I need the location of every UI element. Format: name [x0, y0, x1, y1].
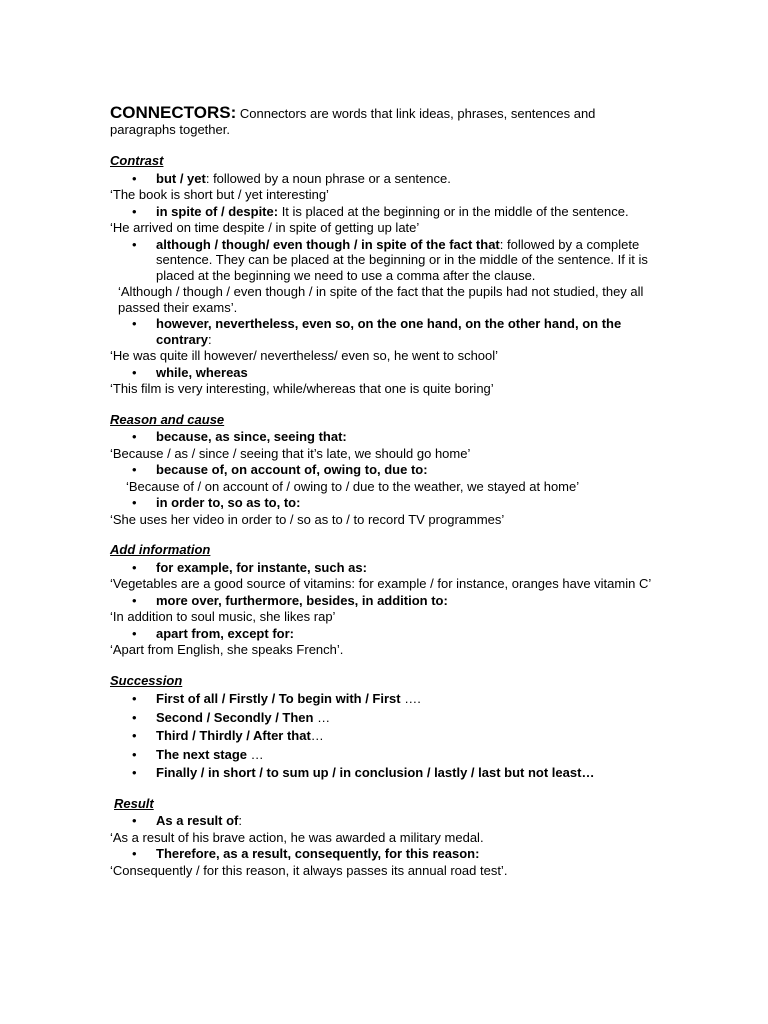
example-sentence: ‘She uses her video in order to / so as to / to record TV programmes’ [110, 511, 505, 527]
bullet-item [110, 747, 655, 763]
bullet-icon: • [132, 813, 137, 828]
bullet-item [110, 728, 655, 744]
example-sentence: ‘In addition to soul music, she likes rap’ [110, 609, 336, 624]
example-sentence: ‘Vegetables are a good source of vitamins: for example / for instance, oranges have vitamin C’ [110, 576, 652, 591]
section-contrast [110, 153, 655, 397]
section-result [110, 796, 655, 879]
bullet-item [110, 171, 655, 187]
example-sentence: ‘He arrived on time despite / in spite of getting up late’ [110, 220, 420, 235]
example-sentence: ‘Because / as / since / seeing that it’s late, we should go home’ [110, 445, 471, 461]
connector-note: … [310, 728, 324, 743]
connector-term: Second / Secondly / Then [156, 709, 314, 725]
connector-term: but / yet [156, 170, 206, 186]
bullet-item [110, 462, 655, 478]
example-sentence: ‘Consequently / for this reason, it always passes its annual road test’. [110, 862, 508, 878]
bullet-icon: • [132, 709, 137, 725]
title-description: Connectors are words that link ideas, phrases, sentences and paragraphs together. [110, 106, 596, 137]
example-sentence: ‘As a result of his brave action, he was awarded a military medal. [110, 829, 484, 845]
bullet-icon: • [132, 236, 137, 252]
bullet-item [110, 813, 655, 829]
connector-term: although / though/ even though / in spite of the fact that [156, 236, 500, 252]
bullet-item [110, 560, 655, 576]
bullet-item [110, 237, 655, 284]
connector-term: more over, furthermore, besides, in addition to: [156, 592, 448, 608]
connector-term: The next stage [156, 746, 248, 762]
connector-term: in spite of / despite: [156, 203, 279, 219]
connector-term: in order to, so as to, to: [156, 495, 301, 510]
bullet-icon: • [132, 462, 137, 477]
connector-term: Finally / in short / to sum up / in conclusion / lastly / last but not least… [156, 765, 595, 780]
bullet-icon: • [132, 625, 137, 641]
bullet-item [110, 691, 655, 707]
example-sentence: ‘Apart from English, she speaks French’. [110, 642, 344, 657]
connector-note: : followed by a noun phrase or a sentence. [205, 170, 451, 186]
bullet-icon: • [132, 170, 137, 186]
bullet-item [110, 846, 655, 862]
connector-term: apart from, except for: [156, 625, 294, 641]
document-page [110, 105, 655, 893]
example-sentence: ‘Because of / on account of / owing to / due to the weather, we stayed at home’ [126, 478, 580, 494]
title-line [110, 105, 655, 137]
bullet-icon: • [132, 765, 137, 780]
document-title: CONNECTORS: [110, 103, 237, 122]
bullet-item [110, 429, 655, 445]
section-heading-contrast: Contrast [110, 153, 164, 168]
connector-note: It is placed at the beginning or in the middle of the sentence. [278, 203, 629, 219]
connector-term: As a result of [156, 813, 239, 828]
section-succession [110, 673, 655, 781]
bullet-icon: • [132, 559, 137, 575]
bullet-item [110, 626, 655, 642]
connector-term: First of all / Firstly / To begin with / First [156, 691, 401, 706]
bullet-item [110, 593, 655, 609]
bullet-item [110, 204, 655, 220]
example-sentence: ‘Although / though / even though / in spite of the fact that the pupils had not studied, they all passed their exams’. [118, 284, 644, 315]
example-sentence: ‘This film is very interesting, while/whereas that one is quite boring’ [110, 381, 494, 396]
bullet-icon: • [132, 691, 137, 706]
section-heading-reason: Reason and cause [110, 411, 225, 427]
connector-term: because, as since, seeing that: [156, 429, 347, 444]
connector-note: …. [400, 691, 421, 706]
bullet-icon: • [132, 429, 137, 444]
section-heading-result: Result [114, 795, 154, 811]
bullet-item [110, 765, 655, 781]
bullet-item [110, 495, 655, 511]
connector-term: however, nevertheless, even so, on the one hand, on the other hand, on the contrary [156, 316, 622, 347]
connector-term: while, whereas [156, 364, 248, 380]
bullet-icon: • [132, 746, 137, 762]
connector-term: for example, for instante, such as: [156, 559, 367, 575]
connector-note: : followed by a complete sentence. They can be placed at the beginning or in the middle of the sentence. If it is placed at the beginning we need to use a comma after the clause. [156, 236, 648, 283]
section-heading-succession: Succession [110, 672, 183, 688]
connector-term: Therefore, as a result, consequently, for this reason: [156, 846, 480, 861]
example-sentence: ‘The book is short but / yet interesting’ [110, 187, 329, 202]
bullet-icon: • [132, 364, 137, 380]
connector-note: … [247, 746, 264, 762]
bullet-icon: • [132, 495, 137, 510]
connector-term: because of, on account of, owing to, due to: [156, 462, 428, 477]
connector-note: : [208, 331, 212, 347]
bullet-icon: • [132, 592, 137, 608]
bullet-item [110, 365, 655, 381]
bullet-item [110, 316, 655, 347]
example-sentence: ‘He was quite ill however/ nevertheless/ even so, he went to school’ [110, 348, 499, 363]
bullet-item [110, 710, 655, 726]
connector-term: Third / Thirdly / After that [156, 728, 311, 743]
connector-note: … [313, 709, 331, 725]
bullet-icon: • [132, 316, 137, 331]
bullet-icon: • [132, 728, 137, 743]
section-reason-and-cause [110, 412, 655, 528]
bullet-icon: • [132, 846, 137, 861]
connector-note: : [238, 813, 242, 828]
section-add-information [110, 542, 655, 658]
bullet-icon: • [132, 203, 137, 219]
section-heading-add-information: Add information [110, 542, 211, 557]
